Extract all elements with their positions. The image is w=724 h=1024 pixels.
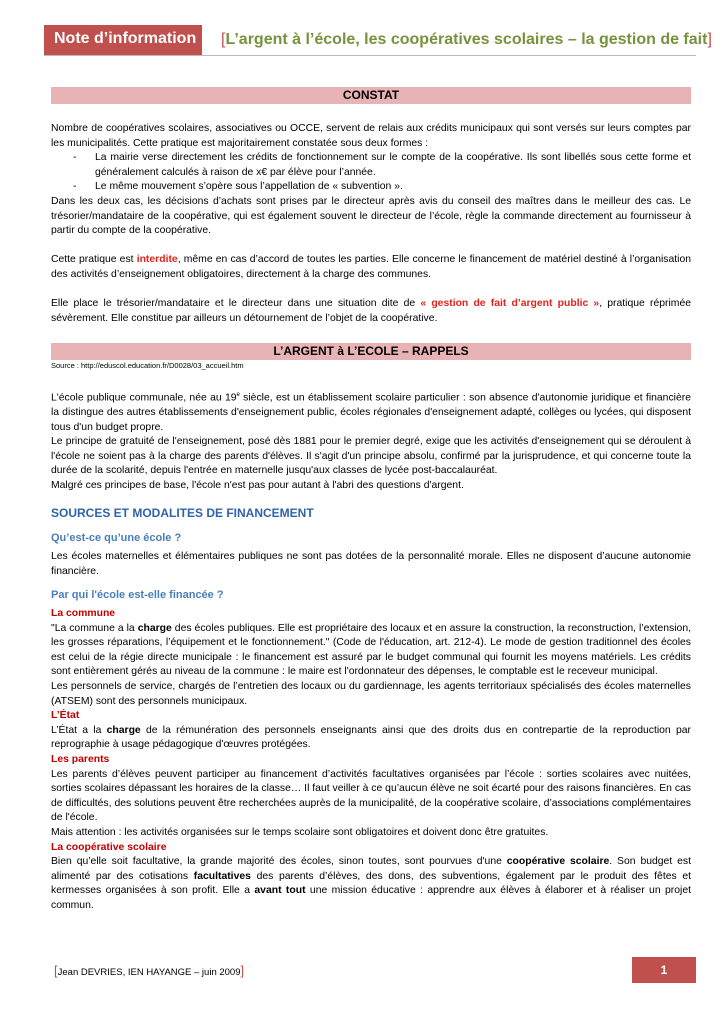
- commune-paragraph-2: Les personnels de service, chargés de l’entretien des locaux ou du gardiennage, les agents territoriaux spécialisés des écoles maternelles (ATSEM) sont des personnels municipaux.: [51, 680, 691, 707]
- constat-paragraph-2: Dans les deux cas, les décisions d’achats sont prises par le directeur après avis du conseil des maîtres dans le meilleur des cas. Le trésorier/mandataire de la coopérative, qui est également souvent le directeur de l’école, règle la commande directement au fournisseur à partir du compte de la coopérative.: [51, 195, 691, 237]
- rappels-body: [51, 388, 691, 494]
- section-sources-heading: SOURCES ET MODALITES DE FINANCEMENT: [51, 506, 314, 520]
- financement-body: [51, 607, 691, 913]
- text-run: "La commune a la: [51, 622, 138, 634]
- text-run: , même en cas d’accord de toutes les parties. Elle concerne le financement de matériel destiné à l’organisation des activités d’enseignement obligatoires, directement à la charge des communes.: [51, 254, 692, 280]
- bold-run: coopérative scolaire: [506, 856, 610, 868]
- rappels-paragraph-3: Malgré ces principes de base, l'école n'est pas pour autant à l'abri des questions d'argent.: [51, 480, 464, 492]
- question-1-text: Les écoles maternelles et élémentaires publiques ne sont pas dotées de la personnalité morale. Elles ne disposent d’aucune autonomie financière.: [51, 551, 691, 577]
- text-run: siècle, est un établissement scolaire particulier : son absence d'autonomie juridique et financière la distingue des autres établissements d'enseignement public, écoles régionales d'enseignement adapté, collèges ou lycées, qui disposent tous d'un budget propre.: [51, 392, 691, 433]
- text-run: Bien qu’elle soit facultative, la grande majorité des écoles, sinon toutes, sont pourvues d'une: [51, 856, 507, 868]
- bold-run: avant tout: [254, 885, 306, 897]
- bold-run: charge: [137, 622, 172, 634]
- bold-run: facultatives: [193, 870, 251, 882]
- text-run: des parents d’élèves, des dons, des subventions, également par le produit des fêtes et kermesses organisées à son profit. Elle a: [51, 870, 692, 897]
- cooperative-heading: La coopérative scolaire: [51, 841, 167, 853]
- etat-heading: L’État: [51, 710, 80, 722]
- title-close-bracket: ]: [707, 31, 712, 48]
- section-constat-heading: CONSTAT: [51, 87, 691, 104]
- text-run: Elle place le trésorier/mandataire et le directeur dans une situation dite de: [51, 298, 421, 310]
- etat-paragraph: [51, 724, 691, 753]
- cooperative-paragraph: [51, 855, 691, 913]
- bullet-text: La mairie verse directement les crédits de fonctionnement sur le compte de la coopérative. Ils sont libellés sous cette forme et généralement calculés à raison de x€ par élève pour l’année.: [95, 152, 691, 178]
- bullet-dash: -: [73, 181, 77, 193]
- rappels-paragraph-2: Le principe de gratuité de l'enseignement, posé dès 1881 pour le premier degré, exige que les activités d'enseignement qui se déroulent à l'école ne soient pas à la charge des parents d'élèves. Il s'agit d'un principe absolu, confirmé par la jurisprudence, et qui concerne toute la durée de la scolarité, depuis l'entrée en maternelle jusqu'aux classes de lycée post-baccalauréat.: [51, 436, 691, 477]
- text-run: une mission éducative : apprendre aux élèves à élaborer et à réaliser un projet commun.: [51, 885, 691, 911]
- page-title: [221, 31, 712, 49]
- constat-paragraph-4: [51, 297, 691, 326]
- commune-heading: La commune: [51, 608, 116, 619]
- text-run: Cette pratique est: [51, 254, 137, 266]
- parents-paragraph-2: Mais attention : les activités organisées sur le temps scolaire sont obligatoires et doivent donc être gratuites.: [51, 826, 549, 838]
- question-1-body: [51, 550, 691, 579]
- page-number: 1: [632, 957, 696, 983]
- title-text: L’argent à l’école, les coopératives scolaires – la gestion de fait: [225, 31, 708, 48]
- constat-paragraph-1: Nombre de coopératives scolaires, associatives ou OCCE, servent de relais aux crédits municipaux qui sont versés sur leurs comptes par les municipalités. Cette pratique est majoritairement constatée sous deux formes :: [51, 123, 691, 149]
- footer-author: [54, 963, 244, 978]
- bold-run: charge: [106, 724, 141, 736]
- text-run: des écoles publiques. Elle est propriétaire des locaux et en assure la construction, la reconstruction, l’extension, les grosses réparations, l’équipement et le fonctionnement." (Code de l'éducation, art. 212-4). Le mode de gestion traditionnel des écoles est celui de la régie directe municipale : le financement est assuré par le budget communal qui fournit les moyens matériels. Les crédits sont entièrement gérés au niveau de la commune : le maire est l'ordonnateur des dépenses, le comptable est le receveur municipal.: [51, 622, 692, 678]
- footer-open-bracket: [: [54, 963, 58, 978]
- header-label-box: [44, 25, 202, 55]
- superscript: e: [236, 392, 240, 398]
- gestion-de-fait-highlight: « gestion de fait d’argent public »: [420, 298, 600, 310]
- interdite-highlight: interdite: [136, 254, 178, 266]
- rappels-paragraph-1: [51, 388, 691, 435]
- constat-bullet-2: [51, 180, 691, 195]
- text-run: L’État a la: [51, 724, 107, 736]
- text-run: de la rémunération des personnels enseignants ainsi que des droits dus en contrepartie de la reproduction par reprographie à usage pédagogique d'œuvres protégées.: [51, 724, 691, 751]
- bullet-text: Le même mouvement s’opère sous l’appellation de « subvention ».: [95, 181, 403, 193]
- text-run: L'école publique communale, née au 19: [51, 392, 237, 404]
- commune-paragraph-1: [51, 622, 691, 680]
- header-label: Note d’information: [54, 30, 197, 47]
- parents-paragraph-1: Les parents d’élèves peuvent participer au financement d’activités facultatives organisées par l’école : sorties scolaires avec nuitées, sorties scolaires dépassant les horaires de la classe… Il faut veiller à ce qu’aucun élève ne soit écarté pour des raisons financières. En cas de difficultés, des solutions peuvent être recherchées auprès de la municipalité, de la coopérative scolaire, d’associations complémentaires de l'école.: [51, 768, 691, 824]
- section-rappels-heading: L’ARGENT à L’ECOLE – RAPPELS: [51, 343, 691, 360]
- bullet-dash: -: [73, 152, 77, 164]
- footer-close-bracket: ]: [240, 963, 245, 978]
- text-run: , pratique réprimée sévèrement. Elle constitue par ailleurs un détournement de l’objet de la coopérative.: [51, 298, 691, 324]
- parents-heading: Les parents: [51, 753, 110, 765]
- source-note: Source : http://eduscol.education.fr/D0028/03_accueil.htm: [51, 361, 244, 370]
- constat-body: [51, 122, 691, 326]
- question-2-heading: Par qui l'école est-elle financée ?: [51, 589, 224, 601]
- title-open-bracket: [: [221, 31, 226, 48]
- footer-text: Jean DEVRIES, IEN HAYANGE – juin 2009: [57, 967, 241, 978]
- header-rule: [44, 55, 696, 56]
- constat-bullet-1: [51, 151, 691, 180]
- question-1-heading: Qu’est-ce qu’une école ?: [51, 532, 182, 544]
- text-run: . Son budget est alimenté par des cotisations: [51, 856, 691, 882]
- constat-paragraph-3: [51, 253, 691, 282]
